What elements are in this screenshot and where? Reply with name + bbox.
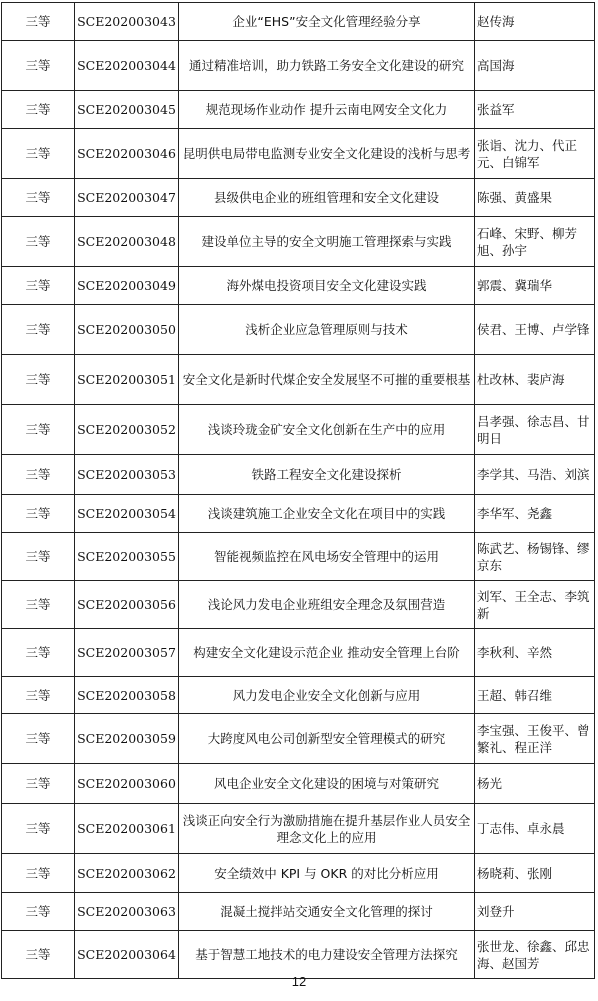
authors-cell: 张世龙、徐鑫、邱忠海、赵国芳 bbox=[475, 931, 595, 979]
award-level-cell: 三等 bbox=[2, 764, 75, 804]
award-level-cell: 三等 bbox=[2, 677, 75, 714]
paper-title-cell: 安全文化是新时代煤企安全发展坚不可摧的重要根基 bbox=[179, 355, 475, 405]
paper-id-cell: SCE202003045 bbox=[75, 91, 179, 129]
authors-cell: 吕孝强、徐志昌、甘明日 bbox=[475, 405, 595, 455]
paper-title-cell: 县级供电企业的班组管理和安全文化建设 bbox=[179, 179, 475, 217]
table-row bbox=[2, 677, 595, 714]
authors-cell: 王超、韩召维 bbox=[475, 677, 595, 714]
paper-title-cell: 混凝土搅拌站交通安全文化管理的探讨 bbox=[179, 893, 475, 931]
award-level-cell: 三等 bbox=[2, 495, 75, 533]
paper-id-cell: SCE202003050 bbox=[75, 305, 179, 355]
paper-title-cell: 智能视频监控在风电场安全管理中的运用 bbox=[179, 533, 475, 581]
paper-title-cell: 铁路工程安全文化建设探析 bbox=[179, 455, 475, 495]
paper-title-cell: 浅论风力发电企业班组安全理念及氛围营造 bbox=[179, 581, 475, 629]
paper-title-cell: 安全绩效中 KPI 与 OKR 的对比分析应用 bbox=[179, 854, 475, 893]
award-level-cell: 三等 bbox=[2, 405, 75, 455]
paper-title-cell: 规范现场作业动作 提升云南电网安全文化力 bbox=[179, 91, 475, 129]
paper-title-cell: 基于智慧工地技术的电力建设安全管理方法探究 bbox=[179, 931, 475, 979]
table-row bbox=[2, 405, 595, 455]
paper-id-cell: SCE202003063 bbox=[75, 893, 179, 931]
paper-id-cell: SCE202003061 bbox=[75, 804, 179, 854]
paper-title-cell: 通过精准培训，助力铁路工务安全文化建设的研究 bbox=[179, 41, 475, 91]
table-row bbox=[2, 854, 595, 893]
paper-title-cell: 风力发电企业安全文化创新与应用 bbox=[179, 677, 475, 714]
award-level-cell: 三等 bbox=[2, 129, 75, 179]
award-level-cell: 三等 bbox=[2, 629, 75, 677]
paper-id-cell: SCE202003047 bbox=[75, 179, 179, 217]
authors-cell: 李学其、马浩、刘滨 bbox=[475, 455, 595, 495]
paper-id-cell: SCE202003044 bbox=[75, 41, 179, 91]
paper-title-cell: 大跨度风电公司创新型安全管理模式的研究 bbox=[179, 714, 475, 764]
authors-cell: 石峰、宋野、柳芳旭、孙宇 bbox=[475, 217, 595, 267]
paper-id-cell: SCE202003064 bbox=[75, 931, 179, 979]
page-number: 12 bbox=[291, 974, 307, 989]
table-row bbox=[2, 3, 595, 41]
authors-cell: 赵传海 bbox=[475, 3, 595, 41]
authors-cell: 陈强、黄盛果 bbox=[475, 179, 595, 217]
authors-cell: 李华军、尧鑫 bbox=[475, 495, 595, 533]
paper-title-cell: 浅析企业应急管理原则与技术 bbox=[179, 305, 475, 355]
paper-id-cell: SCE202003043 bbox=[75, 3, 179, 41]
authors-cell: 高国海 bbox=[475, 41, 595, 91]
award-level-cell: 三等 bbox=[2, 804, 75, 854]
paper-id-cell: SCE202003059 bbox=[75, 714, 179, 764]
authors-cell: 刘军、王全志、李筑新 bbox=[475, 581, 595, 629]
paper-id-cell: SCE202003060 bbox=[75, 764, 179, 804]
table-row bbox=[2, 455, 595, 495]
authors-cell: 丁志伟、卓永晨 bbox=[475, 804, 595, 854]
paper-id-cell: SCE202003058 bbox=[75, 677, 179, 714]
award-level-cell: 三等 bbox=[2, 355, 75, 405]
table-row bbox=[2, 91, 595, 129]
table-row bbox=[2, 804, 595, 854]
table-row bbox=[2, 355, 595, 405]
paper-id-cell: SCE202003056 bbox=[75, 581, 179, 629]
table-row bbox=[2, 581, 595, 629]
paper-id-cell: SCE202003048 bbox=[75, 217, 179, 267]
authors-cell: 刘登升 bbox=[475, 893, 595, 931]
authors-cell: 李宝强、王俊平、曾繁礼、程正洋 bbox=[475, 714, 595, 764]
authors-cell: 杨晓莉、张刚 bbox=[475, 854, 595, 893]
award-level-cell: 三等 bbox=[2, 581, 75, 629]
table-row bbox=[2, 217, 595, 267]
award-level-cell: 三等 bbox=[2, 931, 75, 979]
award-level-cell: 三等 bbox=[2, 91, 75, 129]
paper-id-cell: SCE202003051 bbox=[75, 355, 179, 405]
authors-cell: 张诣、沈力、代正元、白锦军 bbox=[475, 129, 595, 179]
award-level-cell: 三等 bbox=[2, 3, 75, 41]
table-row bbox=[2, 714, 595, 764]
table-row bbox=[2, 179, 595, 217]
award-level-cell: 三等 bbox=[2, 267, 75, 305]
award-level-cell: 三等 bbox=[2, 179, 75, 217]
paper-id-cell: SCE202003052 bbox=[75, 405, 179, 455]
paper-title-cell: 风电企业安全文化建设的困境与对策研究 bbox=[179, 764, 475, 804]
paper-title-cell: 构建安全文化建设示范企业 推动安全管理上台阶 bbox=[179, 629, 475, 677]
authors-cell: 侯君、王博、卢学锋 bbox=[475, 305, 595, 355]
award-level-cell: 三等 bbox=[2, 893, 75, 931]
paper-id-cell: SCE202003057 bbox=[75, 629, 179, 677]
table-row bbox=[2, 41, 595, 91]
awards-table bbox=[1, 2, 595, 979]
paper-title-cell: 建设单位主导的安全文明施工管理探索与实践 bbox=[179, 217, 475, 267]
award-level-cell: 三等 bbox=[2, 714, 75, 764]
table-row bbox=[2, 893, 595, 931]
award-level-cell: 三等 bbox=[2, 854, 75, 893]
paper-title-cell: 浅谈正向安全行为激励措施在提升基层作业人员安全理念文化上的应用 bbox=[179, 804, 475, 854]
award-level-cell: 三等 bbox=[2, 533, 75, 581]
award-level-cell: 三等 bbox=[2, 217, 75, 267]
table-row bbox=[2, 629, 595, 677]
paper-title-cell: 浅谈玲珑金矿安全文化创新在生产中的应用 bbox=[179, 405, 475, 455]
table-row bbox=[2, 305, 595, 355]
paper-title-cell: 海外煤电投资项目安全文化建设实践 bbox=[179, 267, 475, 305]
authors-cell: 杨光 bbox=[475, 764, 595, 804]
table-row bbox=[2, 129, 595, 179]
table-row bbox=[2, 764, 595, 804]
paper-id-cell: SCE202003053 bbox=[75, 455, 179, 495]
paper-title-cell: 浅谈建筑施工企业安全文化在项目中的实践 bbox=[179, 495, 475, 533]
authors-cell: 郭震、冀瑞华 bbox=[475, 267, 595, 305]
award-level-cell: 三等 bbox=[2, 305, 75, 355]
award-level-cell: 三等 bbox=[2, 455, 75, 495]
table-row bbox=[2, 495, 595, 533]
paper-id-cell: SCE202003049 bbox=[75, 267, 179, 305]
authors-cell: 张益军 bbox=[475, 91, 595, 129]
paper-title-cell: 昆明供电局带电监测专业安全文化建设的浅析与思考 bbox=[179, 129, 475, 179]
authors-cell: 李秋利、辛然 bbox=[475, 629, 595, 677]
award-level-cell: 三等 bbox=[2, 41, 75, 91]
table-row bbox=[2, 533, 595, 581]
authors-cell: 陈武艺、杨锡锋、缪京东 bbox=[475, 533, 595, 581]
table-row bbox=[2, 931, 595, 979]
paper-id-cell: SCE202003055 bbox=[75, 533, 179, 581]
authors-cell: 杜改林、裴庐海 bbox=[475, 355, 595, 405]
paper-id-cell: SCE202003062 bbox=[75, 854, 179, 893]
paper-id-cell: SCE202003046 bbox=[75, 129, 179, 179]
paper-id-cell: SCE202003054 bbox=[75, 495, 179, 533]
table-row bbox=[2, 267, 595, 305]
paper-title-cell: 企业“EHS”安全文化管理经验分享 bbox=[179, 3, 475, 41]
awards-table-body bbox=[2, 3, 595, 979]
